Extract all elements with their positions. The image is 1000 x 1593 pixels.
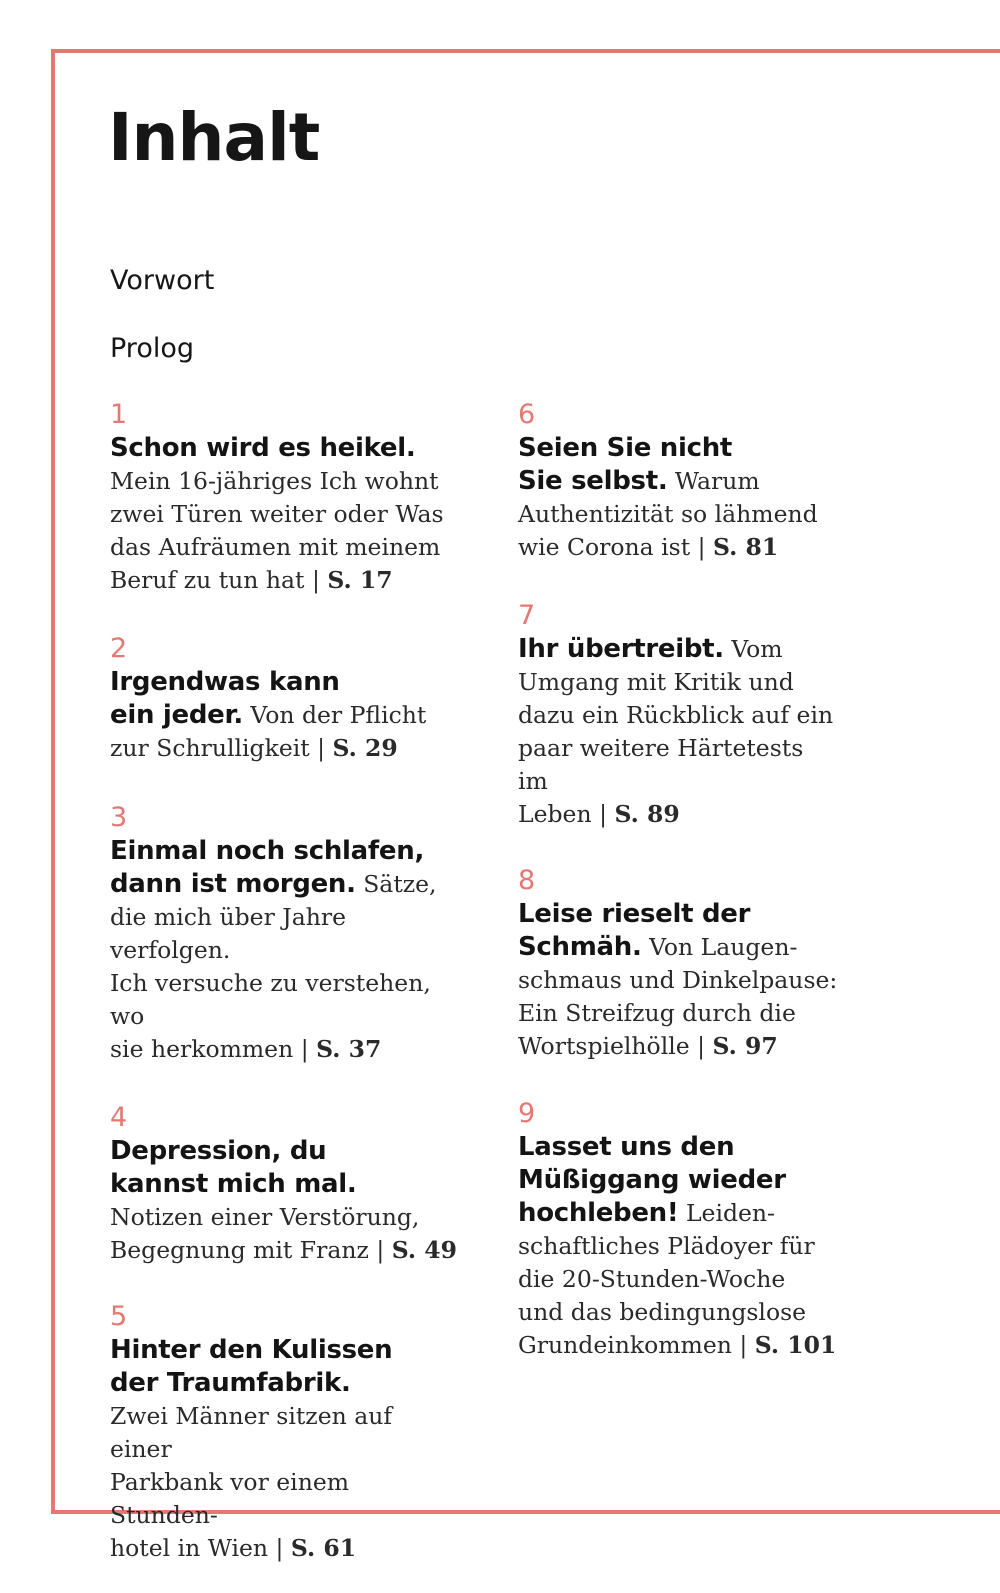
chapter-description: Umgang mit Kritik und (518, 668, 794, 696)
chapter-description: Zwei Männer sitzen auf einer (110, 1402, 393, 1463)
page-number: S. 49 (391, 1236, 457, 1264)
chapter-title: der Traumfabrik. (110, 1368, 351, 1398)
chapter-description: schmaus und Dinkelpause: (518, 966, 838, 994)
chapter-description: das Aufräumen mit meinem (110, 533, 441, 561)
chapter-entry-8[interactable] (518, 864, 838, 1063)
chapter-text (110, 835, 460, 1066)
chapter-entry-3[interactable] (110, 801, 460, 1066)
page-number: S. 37 (316, 1035, 382, 1063)
chapter-description: hotel in Wien (110, 1534, 269, 1562)
page-number: S. 101 (754, 1331, 837, 1359)
chapter-entry-9[interactable] (518, 1097, 838, 1362)
chapter-description: Von Laugen- (649, 933, 798, 961)
page-separator: | (689, 1032, 713, 1060)
toc-column-left (110, 398, 460, 1565)
chapter-number: 5 (110, 1301, 128, 1332)
page-separator: | (309, 734, 333, 762)
chapter-description: sie herkommen (110, 1035, 294, 1063)
page-separator: | (268, 1534, 291, 1562)
chapter-number: 4 (110, 1102, 128, 1133)
chapter-title: Sie selbst. (518, 466, 668, 496)
chapter-description: Begegnung mit Franz (110, 1236, 369, 1264)
chapter-number: 7 (518, 600, 536, 631)
chapter-entry-1[interactable] (110, 398, 460, 597)
chapter-entry-2[interactable] (110, 632, 460, 765)
chapter-description: Leiden- (685, 1199, 775, 1227)
chapter-title: Müßiggang wieder (518, 1165, 786, 1195)
page-separator: | (731, 1331, 755, 1359)
page-number: S. 29 (332, 734, 398, 762)
page-separator: | (690, 533, 714, 561)
toc-item-vorwort[interactable]: Vorwort (110, 265, 215, 296)
chapter-entry-7[interactable] (518, 599, 838, 831)
chapter-text (110, 1135, 460, 1267)
chapter-description: Beruf zu tun hat (110, 566, 305, 594)
page-title: Inhalt (108, 99, 320, 176)
chapter-description: Authentizität so lähmend (518, 500, 818, 528)
chapter-description: Grundeinkommen (518, 1331, 732, 1359)
chapter-number: 2 (110, 633, 128, 664)
chapter-text (110, 432, 460, 597)
chapter-entry-4[interactable] (110, 1101, 460, 1267)
chapter-description: Ich versuche zu verstehen, wo (110, 969, 431, 1030)
chapter-title: Ihr übertreibt. (518, 634, 724, 664)
chapter-description: zur Schrulligkeit (110, 734, 310, 762)
page-number: S. 61 (290, 1534, 357, 1562)
chapter-title: Depression, du (110, 1136, 327, 1166)
page-number: S. 17 (327, 566, 393, 594)
chapter-title: ein jeder. (110, 700, 243, 730)
chapter-text (110, 666, 460, 765)
chapter-description: paar weitere Härtetests im (518, 734, 804, 795)
page-separator: | (304, 566, 328, 594)
chapter-entry-5[interactable] (110, 1300, 460, 1565)
chapter-description: dazu ein Rückblick auf ein (518, 701, 834, 729)
chapter-number: 1 (110, 399, 128, 430)
chapter-description: und das bedingungslose (518, 1298, 807, 1326)
chapter-title: kannst mich mal. (110, 1169, 357, 1199)
chapter-description: Von der Pflicht (250, 701, 427, 729)
page-number: S. 97 (712, 1032, 778, 1060)
chapter-description: die mich über Jahre verfolgen. (110, 903, 346, 964)
page-separator: | (368, 1236, 392, 1264)
chapter-title: Irgendwas kann (110, 667, 340, 697)
chapter-description: Vom (731, 635, 783, 663)
chapter-number: 9 (518, 1098, 536, 1129)
chapter-description: Mein 16-jähriges Ich wohnt (110, 467, 439, 495)
chapter-description: Notizen einer Verstörung, (110, 1203, 420, 1231)
chapter-text (518, 898, 838, 1063)
chapter-description: zwei Türen weiter oder Was (110, 500, 444, 528)
toc-column-right (518, 398, 838, 1362)
chapter-title: Hinter den Kulissen (110, 1335, 393, 1365)
chapter-description: Parkbank vor einem Stunden- (110, 1468, 350, 1529)
chapter-number: 3 (110, 802, 128, 833)
chapter-description: die 20-Stunden-Woche (518, 1265, 786, 1293)
chapter-number: 6 (518, 399, 536, 430)
page-number: S. 81 (713, 533, 779, 561)
chapter-title: dann ist morgen. (110, 869, 356, 899)
chapter-number: 8 (518, 865, 536, 896)
chapter-title: Schmäh. (518, 932, 642, 962)
chapter-description: schaftliches Plädoyer für (518, 1232, 815, 1260)
chapter-text (110, 1334, 460, 1565)
chapter-title: Seien Sie nicht (518, 433, 733, 463)
chapter-title: Lasset uns den (518, 1132, 735, 1162)
chapter-description: Wortspielhölle (518, 1032, 690, 1060)
chapter-description: Ein Streifzug durch die (518, 999, 796, 1027)
page-separator: | (293, 1035, 317, 1063)
chapter-title: Schon wird es heikel. (110, 433, 416, 463)
chapter-entry-6[interactable] (518, 398, 838, 564)
toc-item-prolog[interactable]: Prolog (110, 333, 194, 364)
chapter-text (518, 432, 838, 564)
chapter-title: Einmal noch schlafen, (110, 836, 425, 866)
chapter-description: wie Corona ist (518, 533, 691, 561)
page-separator: | (591, 800, 615, 828)
chapter-text (518, 1131, 838, 1362)
chapter-title: Leise rieselt der (518, 899, 751, 929)
chapter-description: Sätze, (363, 870, 437, 898)
chapter-text (518, 633, 838, 831)
chapter-title: hochleben! (518, 1198, 679, 1228)
chapter-description: Leben (518, 800, 592, 828)
chapter-description: Warum (674, 467, 760, 495)
page-number: S. 89 (614, 800, 680, 828)
